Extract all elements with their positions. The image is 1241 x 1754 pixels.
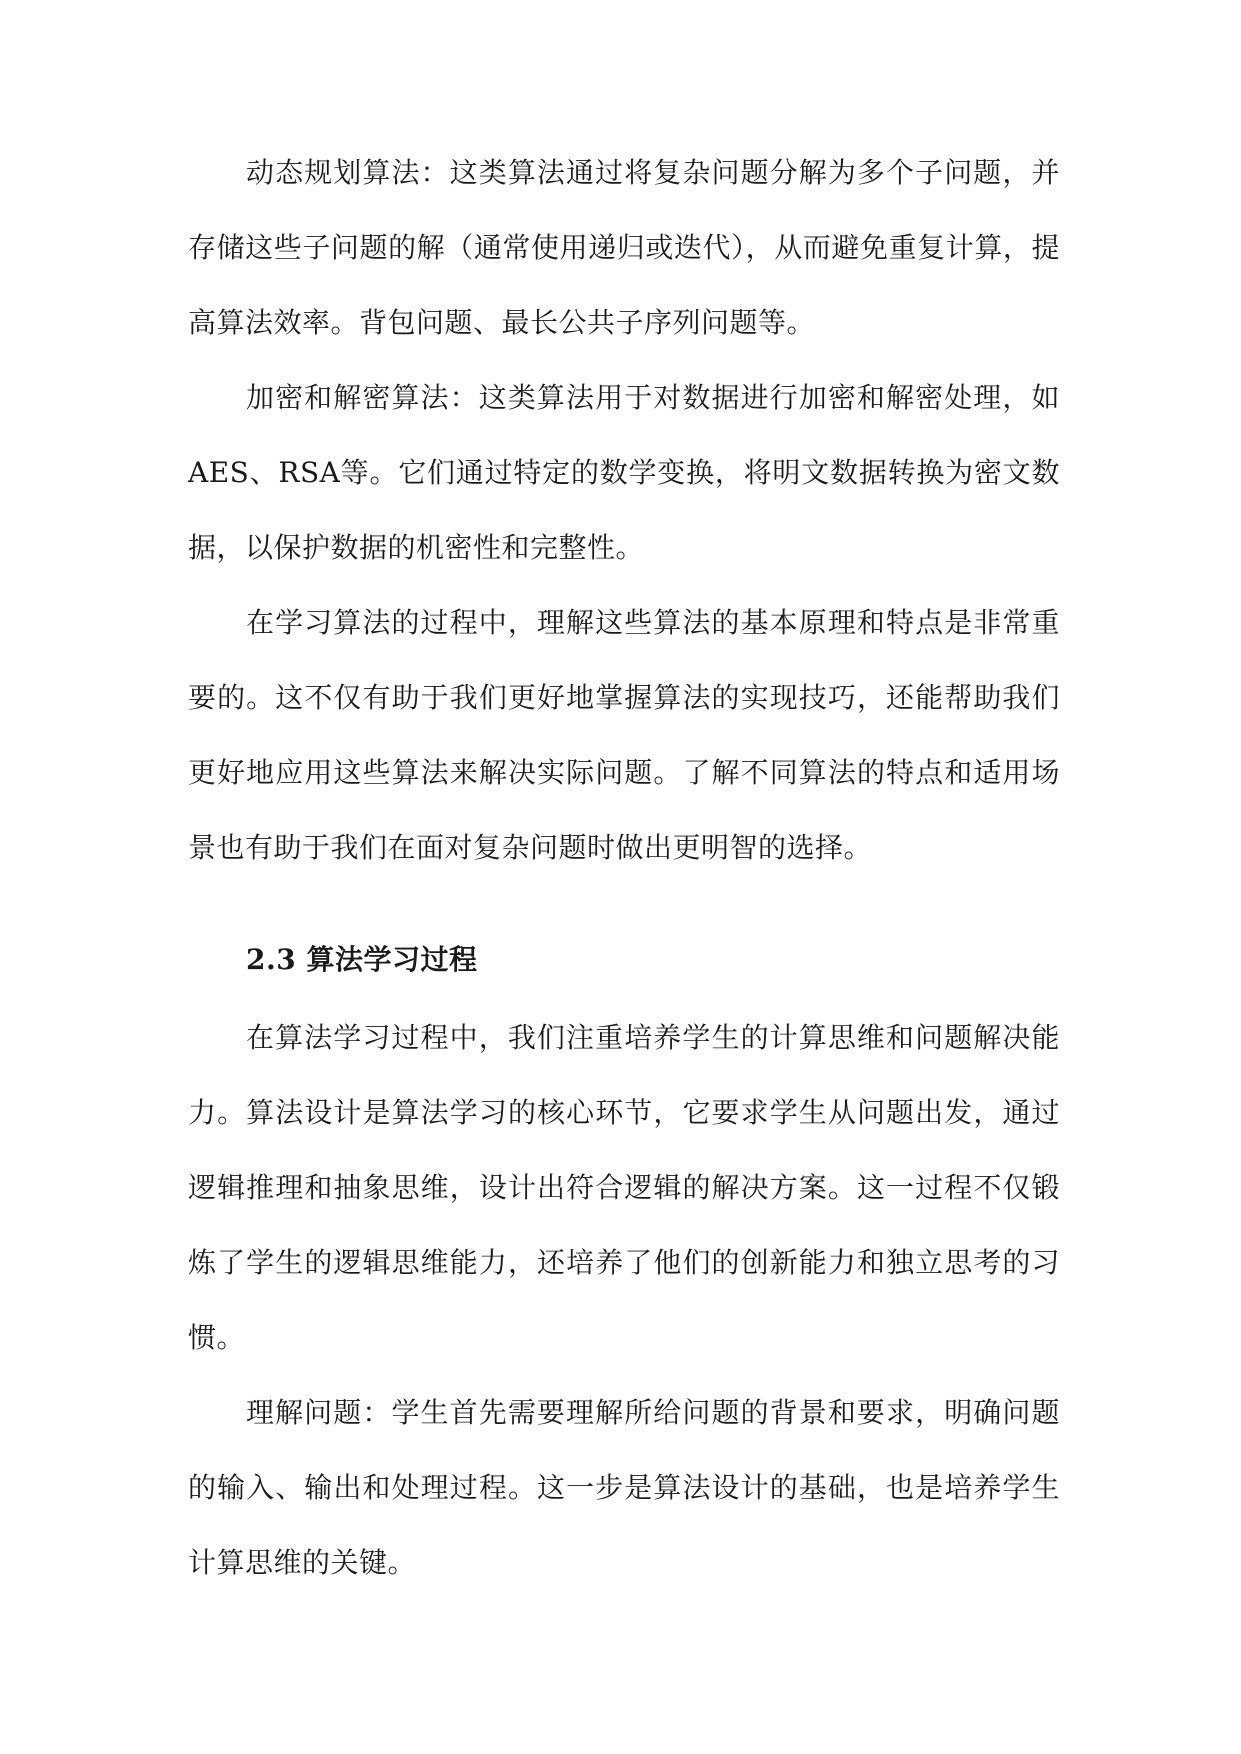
paragraph-learning-importance: 在学习算法的过程中，理解这些算法的基本原理和特点是非常重要的。这不仅有助于我们更好地掌握算法的实现技巧，还能帮助我们更好地应用这些算法来解决实际问题。了解不同算法的特点和适用场景也有助于我们在面对复杂问题时做出更明智的选择。 [188, 606, 1060, 864]
paragraph-encryption: 加密和解密算法：这类算法用于对数据进行加密和解密处理，如AES、RSA等。它们通过特定的数学变换，将明文数据转换为密文数据，以保护数据的机密性和完整性。 [188, 381, 1060, 564]
paragraph-learning-process: 在算法学习过程中，我们注重培养学生的计算思维和问题解决能力。算法设计是算法学习的核心环节，它要求学生从问题出发，通过逻辑推理和抽象思维，设计出符合逻辑的解决方案。这一过程不仅锻炼了学生的逻辑思维能力，还培养了他们的创新能力和独立思考的习惯。 [188, 1021, 1060, 1354]
section-heading: 2.3 算法学习过程 [246, 943, 478, 976]
paragraph-understand-problem: 理解问题：学生首先需要理解所给问题的背景和要求，明确问题的输入、输出和处理过程。这一步是算法设计的基础，也是培养学生计算思维的关键。 [188, 1396, 1060, 1579]
paragraph-dynamic-programming: 动态规划算法：这类算法通过将复杂问题分解为多个子问题，并存储这些子问题的解（通常使用递归或迭代），从而避免重复计算，提高算法效率。背包问题、最长公共子序列问题等。 [188, 156, 1060, 339]
